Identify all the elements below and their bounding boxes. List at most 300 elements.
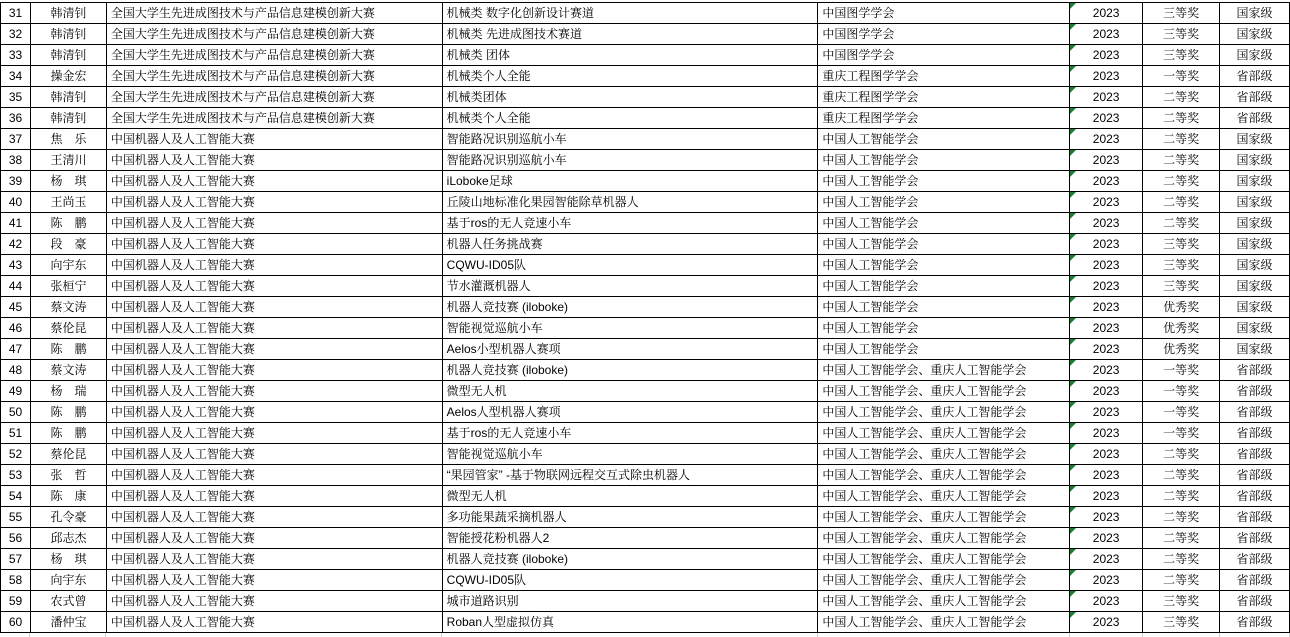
cell-award[interactable] xyxy=(1143,66,1220,87)
cell-text: 中国人工智能学会 xyxy=(822,195,919,209)
cell-organizer[interactable] xyxy=(818,570,1070,591)
table-row xyxy=(1,3,1290,24)
table-row xyxy=(1,423,1290,444)
table-row xyxy=(1,24,1290,45)
cell-award[interactable] xyxy=(1143,108,1220,129)
cell-name[interactable] xyxy=(31,339,107,360)
cell-year[interactable] xyxy=(1070,381,1143,402)
cell-organizer[interactable] xyxy=(818,507,1070,528)
cell-level[interactable] xyxy=(1220,66,1290,87)
cell-year[interactable] xyxy=(1070,3,1143,24)
cell-level[interactable] xyxy=(1220,339,1290,360)
cell-year[interactable] xyxy=(1070,255,1143,276)
cell-level[interactable] xyxy=(1220,171,1290,192)
cell-year[interactable] xyxy=(1070,129,1143,150)
cell-award[interactable] xyxy=(1143,192,1220,213)
cell-competition[interactable] xyxy=(107,318,443,339)
cell-level[interactable] xyxy=(1220,234,1290,255)
cell-project[interactable] xyxy=(443,24,819,45)
cell-project[interactable] xyxy=(443,3,819,24)
cell-level[interactable] xyxy=(1220,465,1290,486)
cell-competition[interactable] xyxy=(107,549,443,570)
cell-award[interactable] xyxy=(1143,150,1220,171)
cell-name[interactable] xyxy=(31,465,107,486)
cell-level[interactable] xyxy=(1220,360,1290,381)
cell-organizer[interactable] xyxy=(818,213,1070,234)
cell-project[interactable] xyxy=(443,444,819,465)
cell-num[interactable] xyxy=(1,66,31,87)
cell-competition[interactable] xyxy=(107,297,443,318)
cell-text: 陈 鹏 xyxy=(50,342,87,356)
table-row xyxy=(1,591,1290,612)
cell-project[interactable] xyxy=(443,528,819,549)
cell-num[interactable] xyxy=(1,171,31,192)
cell-level[interactable] xyxy=(1220,192,1290,213)
cell-level[interactable] xyxy=(1220,318,1290,339)
cell-text: 2023 xyxy=(1092,447,1120,461)
cell-competition[interactable] xyxy=(107,192,443,213)
cell-name[interactable] xyxy=(31,213,107,234)
cell-num[interactable] xyxy=(1,87,31,108)
cell-text: 2023 xyxy=(1092,216,1120,230)
cell-competition[interactable] xyxy=(107,234,443,255)
cell-year[interactable] xyxy=(1070,360,1143,381)
cell-text: 三等奖 xyxy=(1163,594,1200,608)
cell-level[interactable] xyxy=(1220,276,1290,297)
cell-project[interactable] xyxy=(443,276,819,297)
number-stored-as-text-indicator-icon xyxy=(1070,360,1076,366)
cell-competition[interactable] xyxy=(107,360,443,381)
cell-organizer[interactable] xyxy=(818,465,1070,486)
cell-text: 一等奖 xyxy=(1163,384,1200,398)
cell-text: 优秀奖 xyxy=(1163,342,1200,356)
cell-project[interactable] xyxy=(443,486,819,507)
cell-num[interactable] xyxy=(1,297,31,318)
cell-text: 41 xyxy=(8,216,23,230)
cell-year[interactable] xyxy=(1070,66,1143,87)
cell-year[interactable] xyxy=(1070,192,1143,213)
cell-num[interactable] xyxy=(1,318,31,339)
cell-competition[interactable] xyxy=(107,213,443,234)
cell-year[interactable] xyxy=(1070,318,1143,339)
cell-name[interactable] xyxy=(31,24,107,45)
cell-year[interactable] xyxy=(1070,150,1143,171)
cell-level[interactable] xyxy=(1220,150,1290,171)
cell-name[interactable] xyxy=(31,591,107,612)
cell-text: 优秀奖 xyxy=(1163,321,1200,335)
cell-organizer[interactable] xyxy=(818,276,1070,297)
cell-organizer[interactable] xyxy=(818,360,1070,381)
cell-num[interactable] xyxy=(1,591,31,612)
cell-competition[interactable] xyxy=(107,108,443,129)
cell-level[interactable] xyxy=(1220,24,1290,45)
cell-year[interactable] xyxy=(1070,234,1143,255)
cell-text: 三等奖 xyxy=(1163,258,1200,272)
cell-text: 中国机器人及人工智能大赛 xyxy=(110,405,255,419)
cell-competition[interactable] xyxy=(107,381,443,402)
cell-competition[interactable] xyxy=(107,612,443,633)
cell-name[interactable] xyxy=(31,402,107,423)
cell-organizer[interactable] xyxy=(818,423,1070,444)
cell-text: 杨 琪 xyxy=(50,174,87,188)
cell-organizer[interactable] xyxy=(818,486,1070,507)
cell-text: 蔡文涛 xyxy=(50,363,87,377)
cell-name[interactable] xyxy=(31,87,107,108)
cell-text: 国家级 xyxy=(1236,321,1273,335)
cell-text: 二等奖 xyxy=(1163,468,1200,482)
cell-project[interactable] xyxy=(443,66,819,87)
cell-award[interactable] xyxy=(1143,318,1220,339)
cell-competition[interactable] xyxy=(107,3,443,24)
cell-text: 中国机器人及人工智能大赛 xyxy=(110,174,255,188)
cell-level[interactable] xyxy=(1220,3,1290,24)
cell-name[interactable] xyxy=(31,66,107,87)
cell-name[interactable] xyxy=(31,171,107,192)
cell-name[interactable] xyxy=(31,486,107,507)
cell-name[interactable] xyxy=(31,570,107,591)
cell-organizer[interactable] xyxy=(818,171,1070,192)
cell-organizer[interactable] xyxy=(818,66,1070,87)
cell-award[interactable] xyxy=(1143,171,1220,192)
cell-project[interactable] xyxy=(443,213,819,234)
cell-year[interactable] xyxy=(1070,171,1143,192)
cell-name[interactable] xyxy=(31,360,107,381)
cell-competition[interactable] xyxy=(107,528,443,549)
cell-name[interactable] xyxy=(31,108,107,129)
cell-name[interactable] xyxy=(31,192,107,213)
cell-organizer[interactable] xyxy=(818,318,1070,339)
cell-competition[interactable] xyxy=(107,465,443,486)
cell-level[interactable] xyxy=(1220,486,1290,507)
cell-level[interactable] xyxy=(1220,507,1290,528)
cell-text: 2023 xyxy=(1092,573,1120,587)
cell-project[interactable] xyxy=(443,45,819,66)
cell-num[interactable] xyxy=(1,213,31,234)
table-row xyxy=(1,234,1290,255)
cell-text: 机械类 数字化创新设计赛道 xyxy=(446,6,594,20)
cell-level[interactable] xyxy=(1220,45,1290,66)
cell-project[interactable] xyxy=(443,318,819,339)
cell-award[interactable] xyxy=(1143,381,1220,402)
cell-award[interactable] xyxy=(1143,444,1220,465)
cell-year[interactable] xyxy=(1070,87,1143,108)
cell-text: 中国人工智能学会、重庆人工智能学会 xyxy=(822,363,1027,377)
cell-award[interactable] xyxy=(1143,255,1220,276)
cell-organizer[interactable] xyxy=(818,255,1070,276)
cell-award[interactable] xyxy=(1143,549,1220,570)
cell-text: 三等奖 xyxy=(1163,237,1200,251)
cell-year[interactable] xyxy=(1070,276,1143,297)
cell-text: 中国机器人及人工智能大赛 xyxy=(110,342,255,356)
cell-competition[interactable] xyxy=(107,45,443,66)
cell-num[interactable] xyxy=(1,549,31,570)
cell-project[interactable] xyxy=(443,234,819,255)
cell-year[interactable] xyxy=(1070,612,1143,633)
cell-text: 中国人工智能学会、重庆人工智能学会 xyxy=(822,510,1027,524)
cell-name[interactable] xyxy=(31,3,107,24)
cell-name[interactable] xyxy=(31,297,107,318)
cell-year[interactable] xyxy=(1070,444,1143,465)
cell-award[interactable] xyxy=(1143,507,1220,528)
cell-award[interactable] xyxy=(1143,570,1220,591)
cell-num[interactable] xyxy=(1,129,31,150)
cell-name[interactable] xyxy=(31,549,107,570)
cell-year[interactable] xyxy=(1070,423,1143,444)
cell-name[interactable] xyxy=(31,129,107,150)
number-stored-as-text-indicator-icon xyxy=(1070,66,1076,72)
cell-project[interactable] xyxy=(443,171,819,192)
cell-text: 农式曾 xyxy=(50,594,87,608)
cell-project[interactable] xyxy=(443,297,819,318)
cell-project[interactable] xyxy=(443,507,819,528)
cell-year[interactable] xyxy=(1070,549,1143,570)
cell-year[interactable] xyxy=(1070,591,1143,612)
cell-competition[interactable] xyxy=(107,171,443,192)
cell-year[interactable] xyxy=(1070,570,1143,591)
cell-level[interactable] xyxy=(1220,612,1290,633)
cell-text: 36 xyxy=(8,111,23,125)
cell-organizer[interactable] xyxy=(818,87,1070,108)
cell-num[interactable] xyxy=(1,276,31,297)
cell-name[interactable] xyxy=(31,150,107,171)
cell-name[interactable] xyxy=(31,255,107,276)
cell-competition[interactable] xyxy=(107,339,443,360)
cell-organizer[interactable] xyxy=(818,402,1070,423)
cell-award[interactable] xyxy=(1143,612,1220,633)
cell-name[interactable] xyxy=(31,318,107,339)
cell-name[interactable] xyxy=(31,507,107,528)
cell-name[interactable] xyxy=(31,444,107,465)
cell-num[interactable] xyxy=(1,234,31,255)
cell-num[interactable] xyxy=(1,339,31,360)
cell-organizer[interactable] xyxy=(818,381,1070,402)
cell-num[interactable] xyxy=(1,423,31,444)
cell-competition[interactable] xyxy=(107,507,443,528)
cell-level[interactable] xyxy=(1220,423,1290,444)
cell-project[interactable] xyxy=(443,108,819,129)
cell-organizer[interactable] xyxy=(818,339,1070,360)
cell-text: 重庆工程图学学会 xyxy=(822,69,919,83)
cell-level[interactable] xyxy=(1220,108,1290,129)
cell-award[interactable] xyxy=(1143,423,1220,444)
cell-level[interactable] xyxy=(1220,297,1290,318)
cell-year[interactable] xyxy=(1070,339,1143,360)
cell-text: 45 xyxy=(8,300,23,314)
cell-num[interactable] xyxy=(1,528,31,549)
cell-award[interactable] xyxy=(1143,339,1220,360)
cell-year[interactable] xyxy=(1070,486,1143,507)
cell-num[interactable] xyxy=(1,444,31,465)
cell-organizer[interactable] xyxy=(818,297,1070,318)
cell-text: 多功能果蔬采摘机器人 xyxy=(446,510,567,524)
cell-name[interactable] xyxy=(31,612,107,633)
cell-name[interactable] xyxy=(31,423,107,444)
cell-year[interactable] xyxy=(1070,213,1143,234)
cell-level[interactable] xyxy=(1220,570,1290,591)
cell-competition[interactable] xyxy=(107,24,443,45)
cell-organizer[interactable] xyxy=(818,591,1070,612)
cell-project[interactable] xyxy=(443,570,819,591)
cell-text: 中国机器人及人工智能大赛 xyxy=(110,321,255,335)
cell-name[interactable] xyxy=(31,528,107,549)
cell-num[interactable] xyxy=(1,150,31,171)
cell-level[interactable] xyxy=(1220,528,1290,549)
cell-text: 陈 鹏 xyxy=(50,426,87,440)
cell-award[interactable] xyxy=(1143,486,1220,507)
cell-project[interactable] xyxy=(443,129,819,150)
cell-num[interactable] xyxy=(1,45,31,66)
cell-year[interactable] xyxy=(1070,528,1143,549)
cell-competition[interactable] xyxy=(107,150,443,171)
cell-organizer[interactable] xyxy=(818,129,1070,150)
cell-year[interactable] xyxy=(1070,297,1143,318)
cell-text: Roban人型虚拟仿真 xyxy=(446,615,555,629)
cell-project[interactable] xyxy=(443,465,819,486)
cell-text: 中国人工智能学会、重庆人工智能学会 xyxy=(822,531,1027,545)
cell-organizer[interactable] xyxy=(818,150,1070,171)
cell-level[interactable] xyxy=(1220,381,1290,402)
cell-text: 机械类 团体 xyxy=(446,48,510,62)
cell-num[interactable] xyxy=(1,402,31,423)
cell-year[interactable] xyxy=(1070,402,1143,423)
cell-project[interactable] xyxy=(443,549,819,570)
cell-num[interactable] xyxy=(1,486,31,507)
cell-award[interactable] xyxy=(1143,465,1220,486)
cell-name[interactable] xyxy=(31,45,107,66)
table-row xyxy=(1,255,1290,276)
cell-organizer[interactable] xyxy=(818,528,1070,549)
cell-award[interactable] xyxy=(1143,3,1220,24)
cell-award[interactable] xyxy=(1143,213,1220,234)
cell-name[interactable] xyxy=(31,276,107,297)
cell-num[interactable] xyxy=(1,108,31,129)
cell-text: 2023 xyxy=(1092,48,1120,62)
cell-competition[interactable] xyxy=(107,486,443,507)
cell-award[interactable] xyxy=(1143,297,1220,318)
cell-project[interactable] xyxy=(443,192,819,213)
cell-num[interactable] xyxy=(1,192,31,213)
cell-award[interactable] xyxy=(1143,45,1220,66)
cell-text: 中国人工智能学会、重庆人工智能学会 xyxy=(822,426,1027,440)
cell-text: 三等奖 xyxy=(1163,279,1200,293)
cell-project[interactable] xyxy=(443,255,819,276)
cell-competition[interactable] xyxy=(107,255,443,276)
cell-level[interactable] xyxy=(1220,591,1290,612)
cell-level[interactable] xyxy=(1220,255,1290,276)
cell-text: 基于ros的无人竞速小车 xyxy=(446,216,572,230)
cell-competition[interactable] xyxy=(107,276,443,297)
cell-competition[interactable] xyxy=(107,402,443,423)
cell-level[interactable] xyxy=(1220,402,1290,423)
cell-num[interactable] xyxy=(1,3,31,24)
cell-organizer[interactable] xyxy=(818,108,1070,129)
faint-gridline-stub xyxy=(441,633,442,637)
cell-year[interactable] xyxy=(1070,465,1143,486)
cell-organizer[interactable] xyxy=(818,3,1070,24)
cell-competition[interactable] xyxy=(107,570,443,591)
cell-text: 2023 xyxy=(1092,6,1120,20)
cell-award[interactable] xyxy=(1143,87,1220,108)
cell-competition[interactable] xyxy=(107,423,443,444)
cell-num[interactable] xyxy=(1,465,31,486)
cell-text: 机械类个人全能 xyxy=(446,69,531,83)
cell-year[interactable] xyxy=(1070,45,1143,66)
cell-year[interactable] xyxy=(1070,507,1143,528)
cell-project[interactable] xyxy=(443,360,819,381)
cell-num[interactable] xyxy=(1,255,31,276)
cell-num[interactable] xyxy=(1,360,31,381)
cell-award[interactable] xyxy=(1143,360,1220,381)
cell-award[interactable] xyxy=(1143,528,1220,549)
cell-year[interactable] xyxy=(1070,108,1143,129)
cell-num[interactable] xyxy=(1,570,31,591)
cell-text: 二等奖 xyxy=(1163,216,1200,230)
cell-project[interactable] xyxy=(443,612,819,633)
cell-level[interactable] xyxy=(1220,444,1290,465)
cell-text: 机械类团体 xyxy=(446,90,507,104)
cell-year[interactable] xyxy=(1070,24,1143,45)
cell-project[interactable] xyxy=(443,339,819,360)
cell-award[interactable] xyxy=(1143,24,1220,45)
cell-name[interactable] xyxy=(31,234,107,255)
cell-num[interactable] xyxy=(1,612,31,633)
number-stored-as-text-indicator-icon xyxy=(1070,192,1076,198)
cell-num[interactable] xyxy=(1,24,31,45)
cell-organizer[interactable] xyxy=(818,24,1070,45)
cell-level[interactable] xyxy=(1220,129,1290,150)
faint-gridline-stub xyxy=(29,633,30,637)
cell-project[interactable] xyxy=(443,402,819,423)
cell-award[interactable] xyxy=(1143,129,1220,150)
cell-project[interactable] xyxy=(443,87,819,108)
cell-organizer[interactable] xyxy=(818,192,1070,213)
cell-award[interactable] xyxy=(1143,591,1220,612)
cell-competition[interactable] xyxy=(107,129,443,150)
cell-level[interactable] xyxy=(1220,87,1290,108)
cell-organizer[interactable] xyxy=(818,45,1070,66)
cell-text: 二等奖 xyxy=(1163,153,1200,167)
cell-award[interactable] xyxy=(1143,276,1220,297)
cell-award[interactable] xyxy=(1143,234,1220,255)
table-row xyxy=(1,129,1290,150)
cell-num[interactable] xyxy=(1,507,31,528)
cell-text: 39 xyxy=(8,174,23,188)
cell-text: 中国机器人及人工智能大赛 xyxy=(110,216,255,230)
cell-text: “果园管家” -基于物联网远程交互式除虫机器人 xyxy=(446,468,690,482)
cell-organizer[interactable] xyxy=(818,549,1070,570)
cell-competition[interactable] xyxy=(107,591,443,612)
number-stored-as-text-indicator-icon xyxy=(1070,591,1076,597)
cell-text: 51 xyxy=(8,426,23,440)
cell-competition[interactable] xyxy=(107,444,443,465)
cell-project[interactable] xyxy=(443,423,819,444)
cell-project[interactable] xyxy=(443,150,819,171)
cell-level[interactable] xyxy=(1220,549,1290,570)
cell-name[interactable] xyxy=(31,381,107,402)
table-row xyxy=(1,612,1290,633)
cell-level[interactable] xyxy=(1220,213,1290,234)
cell-competition[interactable] xyxy=(107,66,443,87)
cell-organizer[interactable] xyxy=(818,444,1070,465)
cell-text: 中国人工智能学会、重庆人工智能学会 xyxy=(822,468,1027,482)
cell-project[interactable] xyxy=(443,381,819,402)
cell-organizer[interactable] xyxy=(818,612,1070,633)
cell-competition[interactable] xyxy=(107,87,443,108)
cell-project[interactable] xyxy=(443,591,819,612)
cell-award[interactable] xyxy=(1143,402,1220,423)
cell-organizer[interactable] xyxy=(818,234,1070,255)
cell-num[interactable] xyxy=(1,381,31,402)
